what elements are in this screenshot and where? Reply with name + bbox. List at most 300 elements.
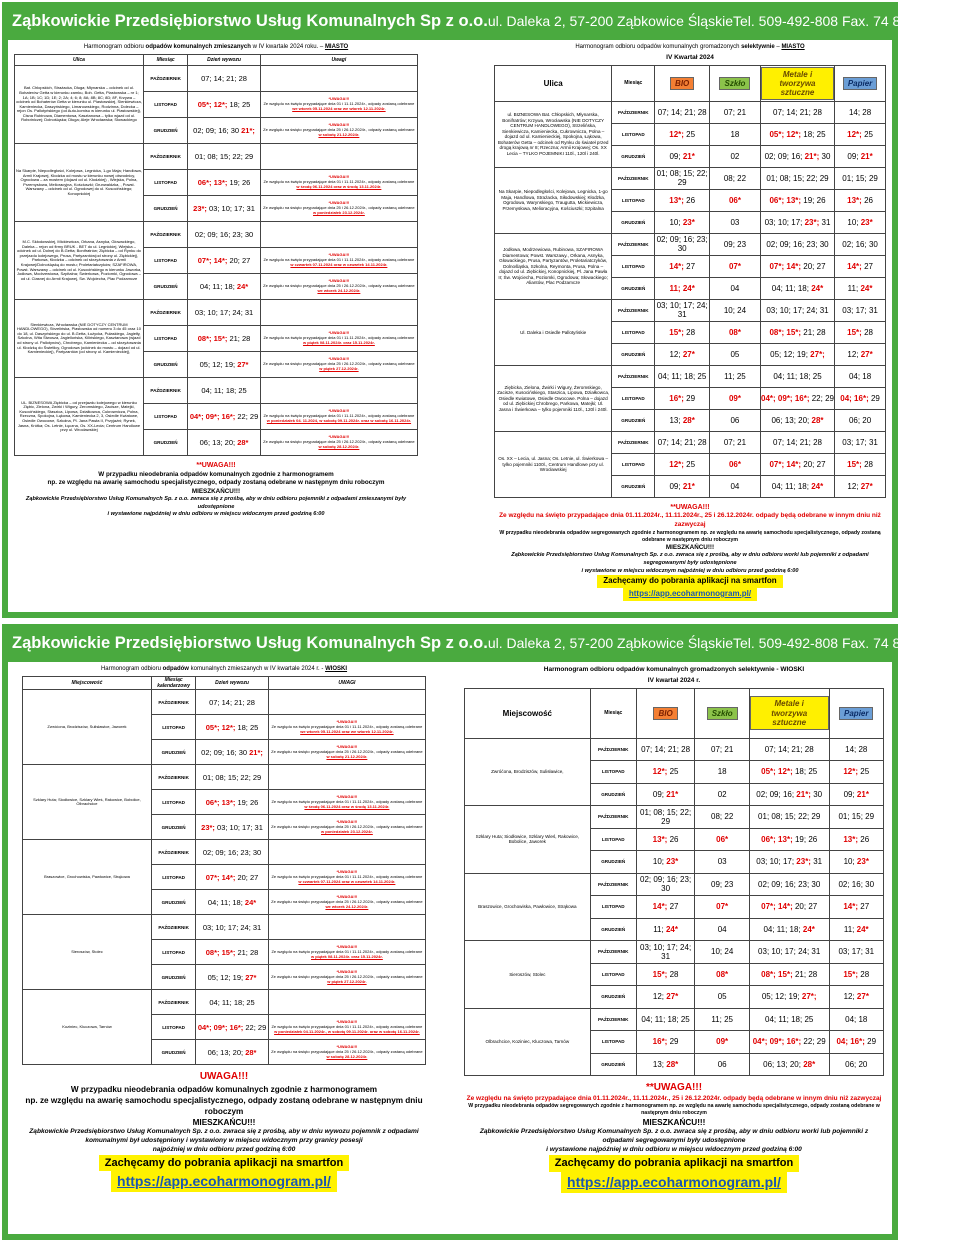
table-row bbox=[495, 167, 886, 189]
day-cell bbox=[188, 378, 261, 404]
moved-day: 23* bbox=[666, 857, 679, 867]
location-cell: Braszowice, Grochowiska, Pawłowice, Strąkowa bbox=[465, 873, 591, 941]
note-date: w czwartek 07.11.2024 oraz w czwartek 14.11.2024r. bbox=[290, 262, 388, 268]
paper-cell bbox=[829, 806, 884, 829]
holiday-note: Ze względu na święto przypadające dnia 01.11.2024r., 11.11.2024r., 25 i 26.12.2024r. odpady będą odebrane w innym dniu niż zazwyczaj bbox=[466, 1094, 882, 1102]
month-cell: LISTOPAD bbox=[612, 123, 655, 145]
note-cell bbox=[268, 715, 425, 740]
moved-day: 24* bbox=[802, 924, 815, 934]
month-cell: PAŹDZIERNIK bbox=[143, 378, 187, 404]
glass-cell bbox=[695, 986, 749, 1009]
bio-cell bbox=[655, 123, 710, 145]
day-cell bbox=[196, 965, 269, 990]
metal-cell bbox=[760, 387, 834, 409]
selective-table bbox=[494, 65, 886, 498]
day-cell bbox=[196, 815, 269, 840]
month-cell: GRUDZIEŃ bbox=[151, 815, 195, 840]
day: 04; 11; 18; 25 bbox=[773, 371, 822, 381]
month-cell: LISTOPAD bbox=[612, 387, 655, 409]
day: 26 bbox=[686, 195, 696, 205]
day: 28 bbox=[686, 327, 696, 337]
metal-header bbox=[760, 65, 834, 101]
day: 25 bbox=[686, 459, 696, 469]
note-date: w piątek 08.11.2024r. oraz 15.11.2024r. bbox=[310, 953, 383, 959]
moved-day: 23* bbox=[682, 217, 695, 227]
day: 01; 08; 15; 22; 29 bbox=[766, 173, 829, 183]
bio-cell bbox=[655, 145, 710, 167]
moved-day: 09* bbox=[716, 1037, 729, 1047]
footer-line: MIESZKAŃCU!!! bbox=[191, 487, 241, 495]
bio-cell bbox=[655, 365, 710, 387]
schedule-sheet bbox=[8, 40, 892, 612]
location-cell: Koziniec, Kluczowa, Tarnów bbox=[23, 990, 152, 1065]
glass-cell bbox=[695, 738, 749, 761]
footer-line: np. ze względu na awarię samochodu specjalistycznego, odpady zostaną odebrane w następnym dniu roboczym bbox=[25, 1095, 423, 1116]
month-cell: GRUDZIEŃ bbox=[612, 343, 655, 365]
month-cell: LISTOPAD bbox=[143, 170, 187, 196]
day-normal: 01; 08; 15; 22; 29 bbox=[194, 152, 254, 162]
day-normal: 21; 28 bbox=[229, 334, 251, 344]
moved-day: 21* bbox=[856, 789, 869, 799]
glass-header bbox=[710, 65, 761, 101]
note-warning: *UWAGA!!! bbox=[336, 868, 358, 874]
day: 19; 26 bbox=[794, 834, 818, 844]
paper-cell bbox=[829, 851, 884, 874]
glass-cell bbox=[695, 783, 749, 806]
month-cell: LISTOPAD bbox=[151, 790, 195, 815]
day: 09; bbox=[652, 789, 665, 799]
paper-cell bbox=[835, 475, 886, 497]
paper-cell bbox=[835, 211, 886, 233]
month-cell: LISTOPAD bbox=[151, 715, 195, 740]
column-header: Miesiąc bbox=[143, 55, 187, 66]
bio-cell bbox=[655, 343, 710, 365]
table-row bbox=[495, 365, 886, 387]
day: 18 bbox=[717, 767, 727, 777]
mixed-table bbox=[22, 676, 426, 1065]
moved-day: 27* bbox=[860, 349, 873, 359]
day: 10; bbox=[843, 857, 855, 867]
day: 02; 09; 16; 23; 30 bbox=[758, 879, 821, 889]
moved-day: 28* bbox=[666, 1059, 679, 1069]
day-normal: 19; 26 bbox=[229, 178, 251, 188]
note-cell bbox=[260, 352, 417, 378]
note-text: Ze względu na święto przypadające dnia 01 i 11.11.2024r., odpady zostaną odebrane bbox=[263, 179, 415, 185]
day: 28 bbox=[864, 327, 873, 337]
metal-cell bbox=[749, 986, 829, 1009]
moved-day: 08* bbox=[728, 327, 741, 337]
moved-day: 11; bbox=[669, 283, 681, 293]
glass-cell bbox=[710, 321, 761, 343]
day: 27 bbox=[686, 261, 696, 271]
note-date: w środę 06.11.2024 oraz w środę 13.11.2024r. bbox=[296, 184, 382, 190]
app-promo: Zachęcamy do pobrania aplikacji na smartfon bbox=[549, 1155, 799, 1172]
note-warning: *UWAGA!!! bbox=[328, 356, 350, 362]
paper-cell bbox=[829, 1053, 884, 1076]
day: 26 bbox=[864, 195, 873, 205]
warning: **UWAGA!!! bbox=[670, 503, 710, 511]
location-cell: Sieroszów, Stolec bbox=[23, 915, 152, 990]
note-date: w piątek 08.11.2024r. oraz 15.11.2024r. bbox=[302, 340, 375, 346]
day: 08; 22 bbox=[723, 173, 747, 183]
note-text: Ze względu na święto przypadające dnia 25 i 26.12.2024r., odpady zostaną odebrane bbox=[263, 283, 415, 289]
note-text: Ze względu na święto przypadające dnia 01 i 11.11.2024r., odpady zostaną odebrane bbox=[263, 335, 415, 341]
month-cell: PAŹDZIERNIK bbox=[590, 941, 636, 964]
note-cell bbox=[260, 118, 417, 144]
day-normal: 02; 09; 16; 30 bbox=[193, 126, 240, 136]
day-normal: 02; 09; 16; 30 bbox=[201, 747, 248, 757]
moved-day: 07* bbox=[716, 902, 729, 912]
title-part: odpadów komunalnych zmieszanych bbox=[145, 44, 251, 50]
day: 06 bbox=[717, 1059, 727, 1069]
bio-label: BIO bbox=[670, 77, 694, 90]
bio-cell bbox=[636, 806, 695, 829]
table-header bbox=[15, 55, 418, 66]
day: 05 bbox=[730, 349, 740, 359]
day: 04 bbox=[730, 283, 740, 293]
day: 03; 17; 31 bbox=[838, 947, 875, 957]
month-cell: LISTOPAD bbox=[143, 92, 187, 118]
location-cell: Zwróćona, Brodziszów, Sulisławice, bbox=[465, 738, 591, 806]
note-text: Ze względu na święto przypadające dnia 25 i 26.12.2024r., odpady zostaną odebrane bbox=[271, 1048, 423, 1054]
day: 03; 10; 17; 24; 31 bbox=[640, 942, 692, 961]
table-row bbox=[495, 233, 886, 255]
metal-cell bbox=[760, 101, 834, 123]
footer-line: W przypadku nieodebrania odpadów segregowanych zgodnie z harmonogramem np. ze względu na awarię samochodu specjalistycznego, odpady zostaną odebrane w następnym dniu roboczym bbox=[499, 529, 881, 543]
month-cell: LISTOPAD bbox=[143, 404, 187, 430]
table-row bbox=[23, 765, 426, 790]
glass-cell bbox=[710, 431, 761, 453]
day: 28 bbox=[860, 969, 870, 979]
day-normal: 04; 11; 18; bbox=[207, 897, 243, 907]
day: 07; 14; 21; 28 bbox=[773, 437, 822, 447]
glass-cell bbox=[710, 211, 761, 233]
metal-cell bbox=[760, 123, 834, 145]
day: 09; 23 bbox=[711, 879, 734, 889]
table-row bbox=[23, 690, 426, 715]
day: 04; 11; 18; bbox=[771, 481, 809, 491]
paper-cell bbox=[829, 918, 884, 941]
note-text: Ze względu na święto przypadające dnia 25 i 26.12.2024r., odpady zostaną odebrane bbox=[271, 898, 423, 904]
moved-day: 15*; bbox=[652, 969, 668, 979]
paper-cell bbox=[835, 409, 886, 431]
day: 05 bbox=[717, 992, 727, 1002]
glass-header bbox=[695, 688, 749, 738]
glass-label: Szkło bbox=[719, 77, 750, 90]
note-date: we wtorek 24.12.2024r. bbox=[317, 288, 361, 294]
day: 02; 09; 16; 23; 30 bbox=[766, 239, 829, 249]
moved-day: 12*; bbox=[847, 129, 862, 139]
moved-day: 04; 16*; bbox=[840, 393, 869, 403]
bio-cell bbox=[636, 918, 695, 941]
day: 18; 25 bbox=[803, 129, 826, 139]
note-cell bbox=[268, 690, 425, 715]
table-row bbox=[23, 915, 426, 940]
day-cell bbox=[188, 274, 261, 300]
day: 11; bbox=[847, 283, 859, 293]
day: 13; bbox=[669, 415, 681, 425]
moved-day: 06* bbox=[716, 834, 729, 844]
app-link[interactable]: https://app.ecoharmonogram.pl/ bbox=[623, 588, 757, 601]
day-normal: 03; 10; 17; 31 bbox=[209, 204, 255, 214]
moved-day: 15*; bbox=[669, 327, 684, 337]
bio-cell bbox=[655, 167, 710, 189]
metal-cell bbox=[749, 1053, 829, 1076]
column-header: Miesiąc kalendarzowy bbox=[151, 677, 195, 690]
day: 25 bbox=[686, 129, 696, 139]
location-cell: Os. XX – Lecia, ul. Jasna; Os. Letnie, ul. Świerkowa – tylko pojemniki 1100l., Centrum Handlowe przy ul. Wrocławskiej bbox=[495, 431, 612, 497]
note-date: w sobotę 28.12.2024r. bbox=[318, 444, 360, 450]
title-part: selektywnie bbox=[741, 44, 775, 50]
bio-cell bbox=[636, 941, 695, 964]
paper-cell bbox=[829, 761, 884, 784]
moved-day: 12*; bbox=[843, 767, 859, 777]
day: 30 bbox=[821, 151, 831, 161]
glass-cell bbox=[695, 941, 749, 964]
note-cell bbox=[268, 790, 425, 815]
day: 09; bbox=[843, 789, 855, 799]
bio-cell bbox=[655, 453, 710, 475]
glass-label: Szkło bbox=[707, 707, 738, 720]
note-date: we wtorek 05.11.2024 oraz we wtorek 12.11.2024r. bbox=[300, 728, 394, 734]
paper-cell bbox=[835, 321, 886, 343]
footer-line: najpóźniej w dniu odbioru przed godziną 6:00 bbox=[152, 1145, 296, 1153]
metal-label: Metale i tworzywa sztuczne bbox=[761, 67, 834, 101]
day: 20; 27 bbox=[803, 261, 826, 271]
note-text: Ze względu na święto przypadające dnia 25 i 26.12.2024r., odpady zostaną odebrane bbox=[271, 823, 423, 829]
day: 12; bbox=[669, 349, 681, 359]
month-cell: LISTOPAD bbox=[612, 453, 655, 475]
note-cell bbox=[260, 66, 417, 92]
mixed-waste-panel bbox=[14, 44, 418, 519]
moved-day: 27*; bbox=[810, 349, 825, 359]
note-warning: *UWAGA!!! bbox=[336, 818, 358, 824]
day: 22; 29 bbox=[811, 393, 834, 403]
day: 29 bbox=[669, 1037, 679, 1047]
day: 02; 09; 16; bbox=[756, 789, 795, 799]
moved-day: 24* bbox=[811, 283, 824, 293]
day: 18; 25 bbox=[794, 767, 818, 777]
month-cell: PAŹDZIERNIK bbox=[151, 765, 195, 790]
day: 06; 20 bbox=[848, 415, 872, 425]
footer-line: Ząbkowickie Przedsiębiorstwo Usług Komunalnych Sp. z o.o. zwraca się z prośbą, aby w dniu odbioru pojemniki z odpadami zmieszanymi były udostępnione bbox=[25, 496, 407, 510]
day: 12; bbox=[652, 992, 665, 1002]
month-cell: PAŹDZIERNIK bbox=[612, 431, 655, 453]
bio-cell bbox=[636, 851, 695, 874]
day-cell bbox=[196, 765, 269, 790]
column-header: Miejscowość bbox=[23, 677, 152, 690]
day-cell bbox=[188, 144, 261, 170]
title-part: WIOSKI bbox=[325, 666, 348, 672]
day: 18 bbox=[730, 129, 740, 139]
moved-day: 14*; bbox=[847, 261, 862, 271]
moved-day: 28* bbox=[811, 415, 824, 425]
day-cell bbox=[188, 300, 261, 326]
mixed-table bbox=[14, 54, 418, 456]
day-normal: 05; 12; 19; bbox=[207, 972, 244, 982]
day: 04; 11; 18; 25 bbox=[657, 371, 707, 381]
day-moved: 28* bbox=[245, 1047, 257, 1057]
day-moved: 24* bbox=[236, 282, 249, 292]
mixed-title bbox=[22, 666, 426, 673]
note-cell bbox=[260, 300, 417, 326]
note-warning: *UWAGA!!! bbox=[328, 96, 350, 102]
app-link[interactable]: https://app.ecoharmonogram.pl/ bbox=[111, 1171, 337, 1192]
day-normal: 22; 29 bbox=[237, 412, 259, 422]
day-cell bbox=[188, 222, 261, 248]
day-cell bbox=[196, 990, 269, 1015]
note-date: w sobotę 21.12.2024r. bbox=[326, 753, 368, 759]
day: 03 bbox=[730, 217, 740, 227]
metal-cell bbox=[760, 277, 834, 299]
glass-cell bbox=[695, 918, 749, 941]
glass-cell bbox=[695, 828, 749, 851]
bio-cell bbox=[655, 409, 710, 431]
day: 10; bbox=[669, 217, 681, 227]
day-moved: 06*; 13*; bbox=[197, 178, 228, 188]
company-name: Ząbkowickie Przedsiębiorstwo Usług Komunalnych Sp z o.o. bbox=[12, 633, 488, 652]
moved-day: 12*; bbox=[652, 767, 668, 777]
note-warning: *UWAGA!!! bbox=[328, 200, 350, 206]
note-cell bbox=[268, 965, 425, 990]
selective-waste-panel bbox=[494, 44, 886, 601]
glass-cell bbox=[710, 387, 761, 409]
month-cell: PAŹDZIERNIK bbox=[590, 806, 636, 829]
day: 22; 29 bbox=[803, 1037, 826, 1047]
month-cell: PAŹDZIERNIK bbox=[612, 365, 655, 387]
warning: **UWAGA!!! bbox=[196, 462, 236, 470]
mixed-waste-panel bbox=[22, 666, 426, 1192]
day: 25 bbox=[864, 129, 873, 139]
day: 20; 27 bbox=[803, 459, 826, 469]
note-date: w sobotę 21.12.2024r. bbox=[318, 132, 360, 138]
glass-cell bbox=[695, 851, 749, 874]
month-cell: GRUDZIEŃ bbox=[590, 918, 636, 941]
note-cell bbox=[268, 890, 425, 915]
note-cell bbox=[268, 865, 425, 890]
day-moved: 04*; 09*; 16*; bbox=[197, 1022, 244, 1032]
month-cell: LISTOPAD bbox=[590, 761, 636, 784]
location-cell: Sieroszów, Stolec bbox=[465, 941, 591, 1009]
table-row bbox=[15, 222, 418, 248]
note-cell bbox=[268, 1040, 425, 1065]
location-cell: Szklary Huta; Siodłowice, Szklary Wieś, Rakowice, Bobolice, Olbrachcice bbox=[23, 765, 152, 840]
metal-cell bbox=[760, 321, 834, 343]
metal-cell bbox=[760, 299, 834, 321]
day-cell bbox=[188, 404, 261, 430]
note-cell bbox=[268, 990, 425, 1015]
title-part: – bbox=[774, 44, 782, 50]
month-cell: PAŹDZIERNIK bbox=[143, 300, 187, 326]
column-header: Dzień wywozu bbox=[196, 677, 269, 690]
day: 10; bbox=[652, 857, 665, 867]
day: 07; 14; 21; 28 bbox=[773, 107, 822, 117]
app-link[interactable]: https://app.ecoharmonogram.pl/ bbox=[561, 1172, 787, 1193]
glass-cell bbox=[710, 189, 761, 211]
day-moved: 04*; 09*; 16*; bbox=[189, 412, 236, 422]
day-moved: 24* bbox=[244, 897, 257, 907]
note-date: w piątek 27.12.2024r. bbox=[327, 978, 367, 984]
bio-label: BIO bbox=[653, 707, 677, 720]
moved-day: 08*; 15*; bbox=[761, 969, 793, 979]
day-normal: 03; 10; 17; 24; 31 bbox=[202, 922, 262, 932]
day: 27 bbox=[864, 261, 873, 271]
day-cell bbox=[188, 326, 261, 352]
bio-cell bbox=[636, 1008, 695, 1031]
day: 03; 10; 17; 24; 31 bbox=[758, 947, 821, 957]
paper-header bbox=[829, 688, 884, 738]
table-row bbox=[495, 299, 886, 321]
bio-cell bbox=[636, 896, 695, 919]
day-moved: 21*; bbox=[249, 747, 263, 757]
footer-line: i wystawione najpóźniej w dniu odbioru w miejscu widocznym przed godziną 6:00 bbox=[546, 1146, 802, 1154]
note-warning: *UWAGA!!! bbox=[336, 968, 358, 974]
bio-cell bbox=[636, 761, 695, 784]
metal-cell bbox=[749, 896, 829, 919]
note-cell bbox=[260, 222, 417, 248]
footer-line: W przypadku nieodebrania odpadów segregowanych zgodnie z harmonogramem np. ze względu na awarię samochodu specjalistycznego, odpady zostaną odebrane w następnym dniu roboczym bbox=[468, 1103, 880, 1117]
bio-cell bbox=[636, 873, 695, 896]
note-text: Ze względu na święto przypadające dnia 01 i 11.11.2024r., odpady zostaną odebrane bbox=[271, 723, 423, 729]
day: 13; bbox=[652, 1059, 665, 1069]
paper-cell bbox=[835, 343, 886, 365]
day: 04; 11; 18; 25 bbox=[765, 1014, 814, 1024]
month-cell: PAŹDZIERNIK bbox=[590, 738, 636, 761]
glass-cell bbox=[710, 233, 761, 255]
paper-cell bbox=[835, 123, 886, 145]
day: 21; 28 bbox=[803, 327, 826, 337]
footer-line: MIESZKAŃCU!!! bbox=[192, 1117, 256, 1127]
paper-cell bbox=[829, 963, 884, 986]
paper-cell bbox=[835, 255, 886, 277]
moved-day: 24* bbox=[665, 924, 678, 934]
location-cell: Szklary Huta; Siodłowice, Szklary Wieś, Rakowice, Bobolice, Jaworek bbox=[465, 806, 591, 874]
note-warning: *UWAGA!!! bbox=[328, 278, 350, 284]
day: 01; 08; 15; 22; 29 bbox=[640, 807, 692, 826]
day: 02 bbox=[730, 151, 740, 161]
day: 04; 18 bbox=[848, 371, 872, 381]
moved-day: 23* bbox=[860, 217, 873, 227]
column-header: Ulica bbox=[15, 55, 144, 66]
month-cell: LISTOPAD bbox=[590, 828, 636, 851]
day-cell bbox=[196, 790, 269, 815]
day: 07; 14; 21; 28 bbox=[641, 744, 691, 754]
moved-day: 24* bbox=[682, 283, 695, 293]
day: 25 bbox=[860, 767, 870, 777]
day-moved: 21*; bbox=[241, 126, 255, 136]
location-cell: Zwróćona, Brodziszów, Sulisławice, Jaworek bbox=[23, 690, 152, 765]
month-cell: PAŹDZIERNIK bbox=[143, 144, 187, 170]
glass-cell bbox=[710, 123, 761, 145]
month-cell: LISTOPAD bbox=[590, 1031, 636, 1054]
bio-cell bbox=[636, 1053, 695, 1076]
month-cell: GRUDZIEŃ bbox=[143, 118, 187, 144]
glass-cell bbox=[710, 343, 761, 365]
day-cell bbox=[196, 1015, 269, 1040]
day-normal: 04; 11; 18; 25 bbox=[209, 997, 255, 1007]
location-cell: Na Skarpie, Niepodległości, Kolejowa, Legnicka, 1-go Maja, Handlowa, Strażacka, Siłodowskiej; Kłodzka, Ogrodowa, Warynskiego, Traugutta, Mickiewicza, Przemysłowa, Melioracyjna, Kościuszki; Szpitalna bbox=[495, 167, 612, 233]
day: 10; 24 bbox=[711, 947, 734, 957]
column-header: Dzień wywozu bbox=[188, 55, 261, 66]
paper-cell bbox=[829, 986, 884, 1009]
day-moved: 23*; bbox=[193, 204, 207, 214]
day: 02; 09; 16; bbox=[764, 151, 803, 161]
metal-header bbox=[749, 688, 829, 738]
day: 05; 12; 19; bbox=[761, 992, 800, 1002]
note-cell bbox=[268, 840, 425, 865]
metal-cell bbox=[749, 918, 829, 941]
glass-cell bbox=[695, 896, 749, 919]
